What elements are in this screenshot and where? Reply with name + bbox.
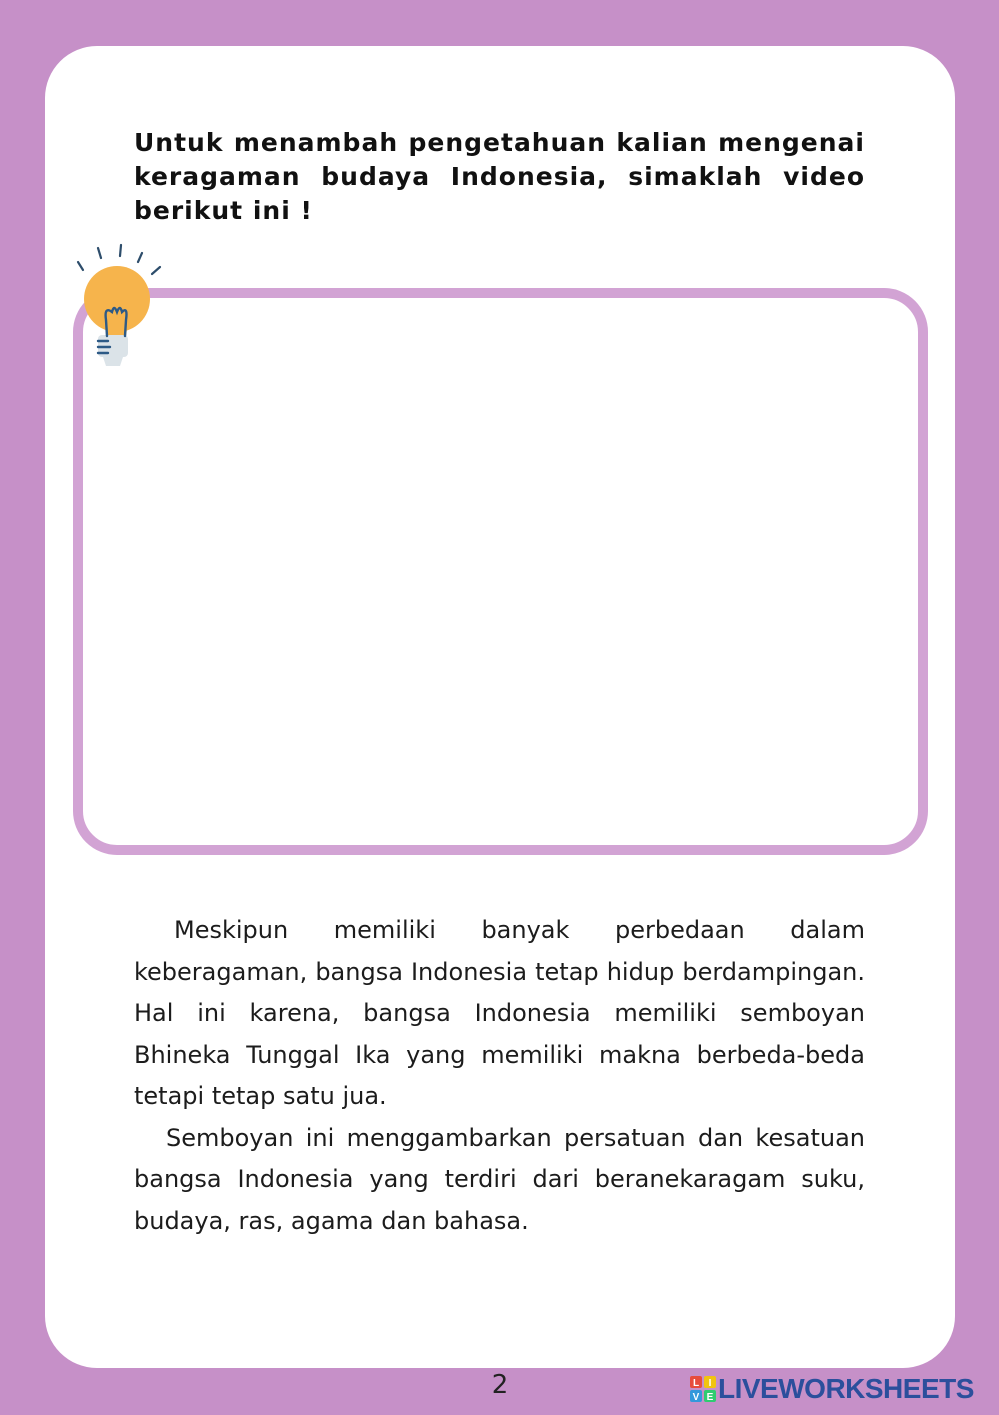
body-text [134, 910, 865, 1242]
brand-name: LIVEWORKSHEETS [718, 1373, 974, 1404]
light-bulb-icon [70, 240, 170, 375]
paragraph-1: Meskipun memiliki banyak perbedaan dalam keberagaman, bangsa Indonesia tetap hidup berdampingan. Hal ini karena, bangsa Indonesia memiliki semboyan Bhineka Tunggal Ika yang memiliki makna berbeda-beda tetapi tetap satu jua. [134, 916, 865, 1110]
logo-letter-e: E [706, 1392, 714, 1402]
liveworksheets-logo-icon [690, 1376, 716, 1402]
liveworksheets-brand[interactable] [690, 1373, 974, 1405]
logo-letter-v: V [692, 1392, 700, 1402]
logo-letter-l: L [692, 1378, 700, 1389]
intro-text: Untuk menambah pengetahuan kalian mengenai keragaman budaya Indonesia, simaklah video berikut ini ! [134, 128, 865, 225]
page-number: 2 [491, 1370, 509, 1400]
paragraph-2: Semboyan ini menggambarkan persatuan dan kesatuan bangsa Indonesia yang terdiri dari beranekaragam suku, budaya, ras, agama dan bahasa. [134, 1123, 865, 1235]
logo-letter-i: I [708, 1378, 712, 1389]
video-frame[interactable] [73, 288, 928, 855]
